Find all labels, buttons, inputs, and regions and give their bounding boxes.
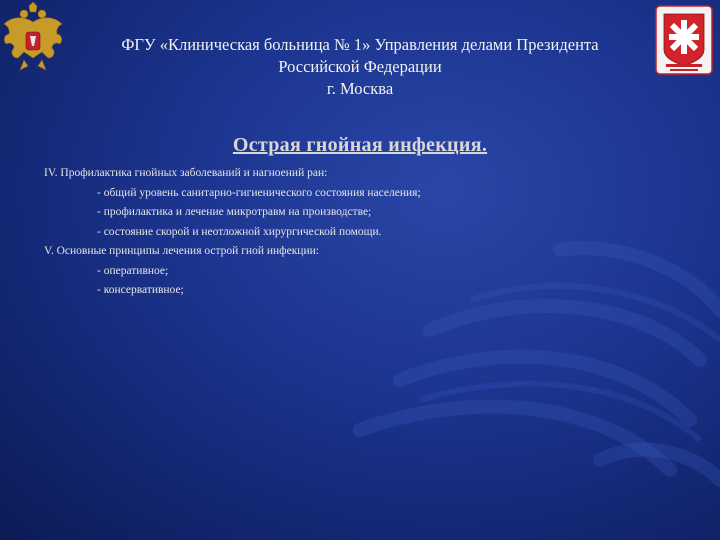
russian-coat-of-arms-icon	[0, 2, 66, 74]
list-item: - оперативное;	[97, 264, 169, 277]
list-item: - консервативное;	[97, 284, 184, 296]
header	[70, 34, 650, 100]
slide-title: Острая гнойная инфекция.	[232, 134, 488, 156]
list-item: - состояние скорой и неотложной хирургической помощи.	[97, 225, 382, 238]
header-line-1: ФГУ «Клиническая больница № 1» Управления делами Президента	[121, 35, 599, 54]
header-line-3: г. Москва	[326, 79, 394, 98]
hospital-emblem-icon	[654, 4, 714, 76]
section-heading: V. Основные принципы лечения острой гной инфекции:	[44, 245, 319, 257]
header-line-2: Российской Федерации	[278, 57, 442, 76]
list-item: - общий уровень санитарно-гигиенического состояния населения;	[97, 186, 421, 199]
list-item: - профилактика и лечение микротравм на производстве;	[97, 206, 372, 218]
section-heading: IV. Профилактика гнойных заболеваний и нагноений ран:	[44, 167, 328, 179]
slide-content	[44, 164, 684, 301]
